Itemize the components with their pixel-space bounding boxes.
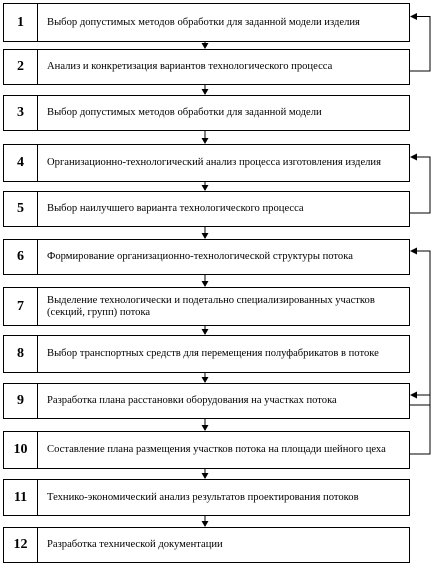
- step-number: 9: [4, 384, 38, 418]
- step-number: 1: [4, 4, 38, 41]
- step-text: Анализ и конкретизация вариантов технологического процесса: [47, 61, 333, 72]
- feedback-loop-line: [410, 395, 430, 454]
- step-number: 3: [4, 96, 38, 130]
- step-number: 11: [4, 480, 38, 515]
- step-text: Разработка плана расстановки оборудования на участках потока: [47, 395, 337, 406]
- step-box-11: [3, 479, 410, 516]
- feedback-arrow-head: [410, 13, 417, 20]
- step-number: 2: [4, 50, 38, 84]
- step-text: Формирование организационно-технологической структуры потока: [47, 251, 353, 262]
- step-text: Составление плана размещения участков потока на площади шейного цеха: [47, 444, 386, 455]
- step-box-7: [3, 287, 410, 326]
- feedback-arrow-head: [410, 248, 417, 255]
- step-box-5: [3, 191, 410, 227]
- feedback-loop-line: [410, 157, 430, 213]
- feedback-arrow-head: [410, 154, 417, 161]
- step-box-9: [3, 383, 410, 419]
- step-number: 6: [4, 240, 38, 274]
- step-text: Выбор допустимых методов обработки для заданной модели изделия: [47, 16, 360, 28]
- step-text: Выделение технологически и подетально специализированных участков (секций, групп) потока: [47, 294, 375, 318]
- feedback-arrow-head: [410, 392, 417, 399]
- feedback-loop-line: [410, 251, 430, 405]
- step-box-10: [3, 431, 410, 469]
- step-box-12: [3, 527, 410, 563]
- step-text: Технико-экономический анализ результатов проектирования потоков: [47, 491, 359, 503]
- step-number: 8: [4, 336, 38, 372]
- step-text: Выбор наилучшего варианта технологического процесса: [47, 203, 304, 214]
- step-box-6: [3, 239, 410, 275]
- step-number: 12: [4, 528, 38, 562]
- step-number: 7: [4, 288, 38, 325]
- step-number: 10: [4, 432, 38, 468]
- step-box-2: [3, 49, 410, 85]
- step-box-8: [3, 335, 410, 373]
- step-text: Организационно-технологический анализ процесса изготовления изделия: [47, 157, 381, 168]
- step-number: 5: [4, 192, 38, 226]
- step-text: Разработка технической документации: [47, 539, 223, 550]
- step-box-4: [3, 144, 410, 182]
- step-box-1: [3, 3, 410, 42]
- feedback-loop-line: [410, 17, 430, 72]
- step-text: Выбор транспортных средств для перемещения полуфабрикатов в потоке: [47, 348, 379, 359]
- step-text: Выбор допустимых методов обработки для заданной модели: [47, 107, 322, 118]
- step-number: 4: [4, 145, 38, 181]
- step-box-3: [3, 95, 410, 131]
